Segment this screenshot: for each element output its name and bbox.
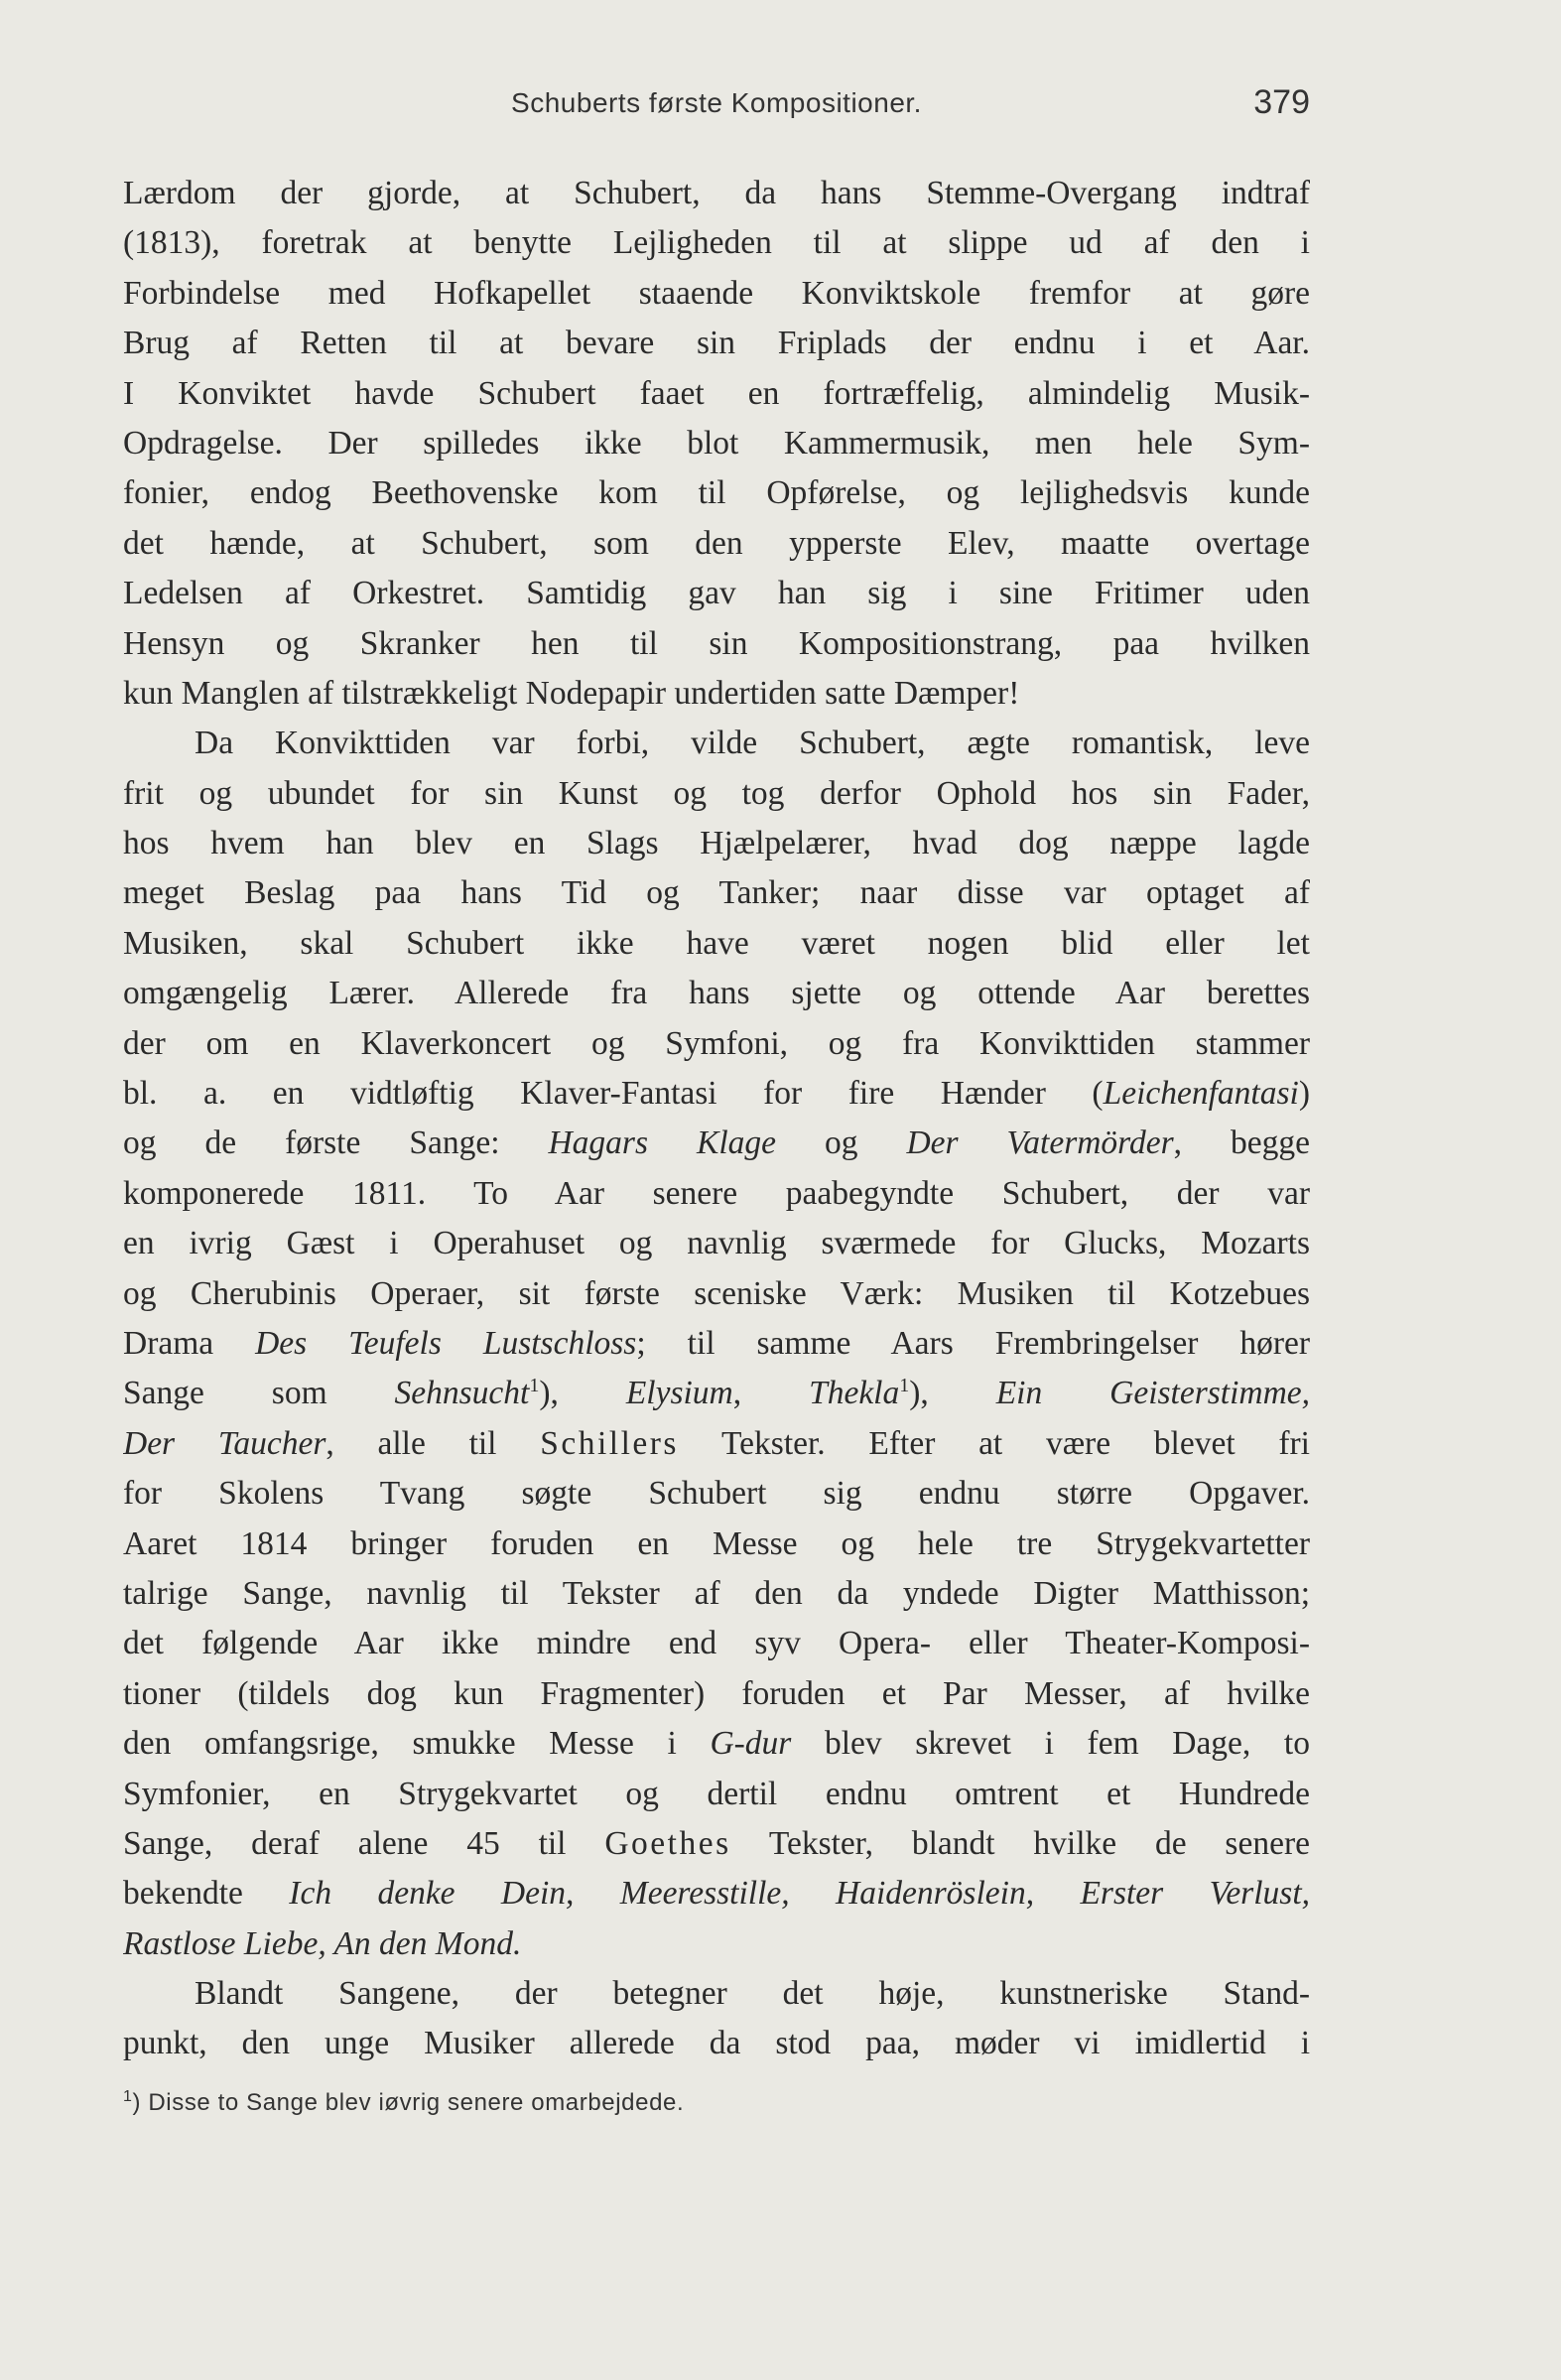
text-segment: det hænde, at Schubert, som den ypperste Elev, maatte overtage (123, 524, 1310, 562)
text-segment: Hensyn og Skranker hen til sin Kompositionstrang, paa hvilken (123, 624, 1310, 662)
text-line (123, 969, 1310, 1018)
text-line (123, 719, 1310, 768)
italic-title: Rastlose Liebe, An den Mond. (123, 1924, 522, 1962)
text-line (123, 1969, 1310, 2019)
text-segment: Da Konvikttiden var forbi, vilde Schubert, ægte romantisk, leve (195, 725, 1310, 762)
text-segment: og Cherubinis Operaer, sit første sceniske Værk: Musiken til Kotzebues (123, 1274, 1310, 1312)
footnote-marker: 1 (123, 2088, 133, 2105)
text-segment: det følgende Aar ikke mindre end syv Opera- eller Theater-Komposi- (123, 1625, 1310, 1662)
text-line (123, 1770, 1310, 1819)
spaced-name: Schillers (540, 1424, 679, 1462)
text-segment: en ivrig Gæst i Operahuset og navnlig sværmede for Glucks, Mozarts (123, 1225, 1310, 1262)
text-segment: , alle til (325, 1424, 541, 1462)
text-line (123, 868, 1310, 918)
text-segment: Blandt Sangene, der betegner det høje, kunstneriske Stand- (195, 1975, 1310, 2013)
text-segment: ) (1298, 1075, 1310, 1113)
italic-title: Hagars Klage (548, 1124, 776, 1162)
text-line (123, 569, 1310, 618)
text-segment: og de første Sange: (123, 1124, 549, 1162)
italic-title: Sehnsucht (394, 1375, 530, 1412)
text-segment: ; til samme Aars Frembringelser hører (636, 1324, 1310, 1362)
text-segment: bekendte (123, 1875, 290, 1913)
text-line (123, 1819, 1310, 1869)
italic-title: Ein Geisterstimme, (995, 1375, 1310, 1412)
text-segment: hos hvem han blev en Slags Hjælpelærer, hvad dog næppe lagde (123, 825, 1310, 862)
text-segment: omgængelig Lærer. Allerede fra hans sjette og ottende Aar berettes (123, 975, 1310, 1012)
text-line (123, 419, 1310, 468)
text-segment: Lærdom der gjorde, at Schubert, da hans Stemme-Overgang indtraf (123, 175, 1310, 211)
text-segment: Tekster, blandt hvilke de senere (730, 1824, 1310, 1862)
spaced-name: Goethes (604, 1824, 731, 1862)
text-segment: Sange, deraf alene 45 til (123, 1824, 605, 1862)
text-segment: Forbindelse med Hofkapellet staaende Konviktskole fremfor at gøre (123, 274, 1310, 312)
text-line (123, 1169, 1310, 1219)
text-segment: Symfonier, en Strygekvartet og dertil endnu omtrent et Hundrede (123, 1775, 1310, 1812)
text-line (123, 1469, 1310, 1519)
text-segment: talrige Sange, navnlig til Tekster af den da yndede Digter Matthisson; (123, 1574, 1310, 1612)
italic-title: Der Taucher (123, 1424, 326, 1462)
italic-title: Thekla (809, 1375, 900, 1412)
text-segment: meget Beslag paa hans Tid og Tanker; naar disse var optaget af (123, 874, 1310, 912)
body-text (123, 169, 1310, 2069)
text-line (123, 1369, 1310, 1418)
text-line (123, 2019, 1310, 2068)
text-segment: Musiken, skal Schubert ikke have været nogen blid eller let (123, 924, 1310, 962)
footnote-reference: 1 (529, 1375, 540, 1397)
text-segment: Ledelsen af Orkestret. Samtidig gav han sig i sine Fritimer uden (123, 575, 1310, 612)
text-segment: frit og ubundet for sin Kunst og tog derfor Ophold hos sin Fader, (123, 774, 1310, 812)
text-line (123, 769, 1310, 819)
text-segment: (1813), foretrak at benytte Lejligheden til at slippe ud af den i (123, 224, 1310, 262)
text-segment: ), (539, 1375, 626, 1412)
italic-title: Des Teufels Lustschloss (255, 1324, 637, 1362)
text-line (123, 1569, 1310, 1619)
text-segment: den omfangsrige, smukke Messe i (123, 1725, 711, 1763)
text-segment: , (732, 1375, 810, 1412)
text-segment: ), (909, 1375, 996, 1412)
text-line (123, 1069, 1310, 1119)
footnote-text: ) Disse to Sange blev iøvrig senere omarbejdede. (132, 2089, 685, 2116)
text-line (123, 1419, 1310, 1469)
italic-title: Leichenfantasi (1103, 1075, 1299, 1113)
footnote-reference: 1 (899, 1375, 910, 1397)
text-segment: , begge (1173, 1124, 1310, 1162)
text-segment: Opdragelse. Der spilledes ikke blot Kammermusik, men hele Sym- (123, 424, 1310, 462)
text-line (123, 468, 1310, 518)
text-segment: der om en Klaverkoncert og Symfoni, og fra Konvikttiden stammer (123, 1024, 1310, 1062)
text-line (123, 319, 1310, 368)
text-line (123, 1719, 1310, 1769)
italic-title: Elysium (625, 1375, 733, 1412)
text-segment: for Skolens Tvang søgte Schubert sig endnu større Opgaver. (123, 1475, 1310, 1513)
text-line (123, 369, 1310, 419)
page-header (123, 83, 1310, 137)
text-line (123, 819, 1310, 868)
text-segment: Drama (123, 1324, 256, 1362)
text-line (123, 1219, 1310, 1268)
text-line (123, 619, 1310, 669)
text-segment: Sange som (123, 1375, 395, 1412)
text-segment: Brug af Retten til at bevare sin Friplads der endnu i et Aar. (123, 325, 1310, 362)
italic-title: Ich denke Dein, Meeresstille, Haidenröslein, Erster Verlust, (289, 1875, 1310, 1913)
text-segment: komponerede 1811. To Aar senere paabegyndte Schubert, der var (123, 1174, 1310, 1212)
text-line (123, 1019, 1310, 1069)
text-segment: fonier, endog Beethovenske kom til Opførelse, og lejlighedsvis kunde (123, 474, 1310, 512)
text-segment: Tekster. Efter at være blevet fri (678, 1424, 1310, 1462)
text-line (123, 1619, 1310, 1668)
text-segment: tioner (tildels dog kun Fragmenter) foruden et Par Messer, af hvilke (123, 1674, 1310, 1712)
text-segment: I Konviktet havde Schubert faaet en fortræffelig, almindelig Musik- (123, 374, 1310, 412)
text-segment: bl. a. en vidtløftig Klaver-Fantasi for fire Hænder ( (123, 1075, 1104, 1113)
text-line (123, 1319, 1310, 1369)
text-line (123, 169, 1310, 218)
text-line (123, 1919, 1310, 1969)
text-line (123, 1520, 1310, 1569)
running-title: Schuberts første Kompositioner. (511, 87, 922, 118)
text-segment: Aaret 1814 bringer foruden en Messe og hele tre Strygekvartetter (123, 1524, 1310, 1562)
italic-title: G-dur (710, 1725, 792, 1763)
text-line (123, 519, 1310, 569)
text-line (123, 218, 1310, 268)
text-line (123, 919, 1310, 969)
text-segment: blev skrevet i fem Dage, to (791, 1725, 1310, 1763)
page-number: 379 (1253, 83, 1310, 121)
text-line (123, 1269, 1310, 1319)
text-line (123, 669, 1310, 719)
italic-title: Der Vatermörder (906, 1124, 1174, 1162)
text-line (123, 269, 1310, 319)
text-line (123, 1119, 1310, 1168)
text-segment: punkt, den unge Musiker allerede da stod paa, møder vi imidlertid i (123, 2025, 1310, 2062)
text-segment: og (776, 1124, 907, 1162)
footnote (123, 2089, 1310, 2117)
text-line (123, 1869, 1310, 1918)
text-line (123, 1669, 1310, 1719)
text-segment: kun Manglen af tilstrækkeligt Nodepapir undertiden satte Dæmper! (123, 674, 1020, 712)
